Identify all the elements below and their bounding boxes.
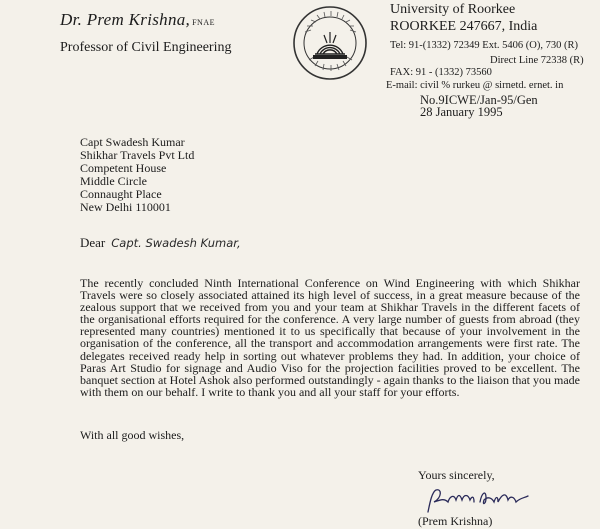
university-emblem-icon [291, 4, 369, 82]
university-name: University of Roorkee [390, 2, 516, 17]
salutation-handwritten: Capt. Swadesh Kumar, [111, 236, 241, 250]
signatory-name: (Prem Krishna) [418, 514, 493, 528]
letterhead-name [60, 10, 215, 30]
recipient-line: Capt Swadesh Kumar [80, 135, 185, 149]
fax: FAX: 91 - (1332) 73560 [390, 67, 492, 78]
salutation-printed: Dear [80, 235, 106, 250]
email: E-mail: civil % rurkeu @ sirnetd. ernet. in [386, 80, 564, 91]
direct-line: Direct Line 72338 (R) [490, 55, 584, 66]
letterhead-title: Professor of Civil Engineering [60, 40, 232, 55]
recipient-line: New Delhi 110001 [80, 200, 171, 214]
recipient-line: Shikhar Travels Pvt Ltd [80, 148, 195, 162]
closing-wishes: With all good wishes, [80, 428, 185, 442]
letter-body: The recently concluded Ninth International Conference on Wind Engineering with which Shikhar Travels were so closely associated attained its high level of success, in a great measure because of the zealous support that we received from you and your team at Shikhar Travels in the different facets of the organisational efforts required for the conference. A very large number of guests from abroad (they represented many countries) mentioned it to us specifically that because of your involvement in the organisation of the conference, all the transport and accommodation arrangements were first rate. The delegates received ready help in sorting out whatever problems they had. In addition, your choice of Paras Art Studio for signage and Audio Viso for the projection facilities proved to be excellent. The banquet section at Hotel Ashok also performed outstandingly - again thanks to the liaison that you made with them on our behalf. I write to thank you and all your staff for your efforts. [80, 276, 580, 399]
letterhead-name-text: Dr. Prem Krishna, [60, 10, 191, 29]
handwritten-signature-icon [424, 484, 534, 518]
recipient-line: Middle Circle [80, 174, 147, 188]
closing: Yours sincerely, [418, 468, 495, 482]
reference-number: No.9ICWE/Jan-95/Gen [420, 93, 538, 107]
letterhead-name-suffix: FNAE [192, 18, 215, 27]
letter-date: 28 January 1995 [420, 105, 503, 119]
university-city: ROORKEE 247667, India [390, 19, 538, 34]
salutation [80, 235, 241, 251]
recipient-line: Competent House [80, 161, 167, 175]
recipient-line: Connaught Place [80, 187, 162, 201]
telephone: Tel: 91-(1332) 72349 Ext. 5406 (O), 730 (R) [390, 40, 578, 51]
